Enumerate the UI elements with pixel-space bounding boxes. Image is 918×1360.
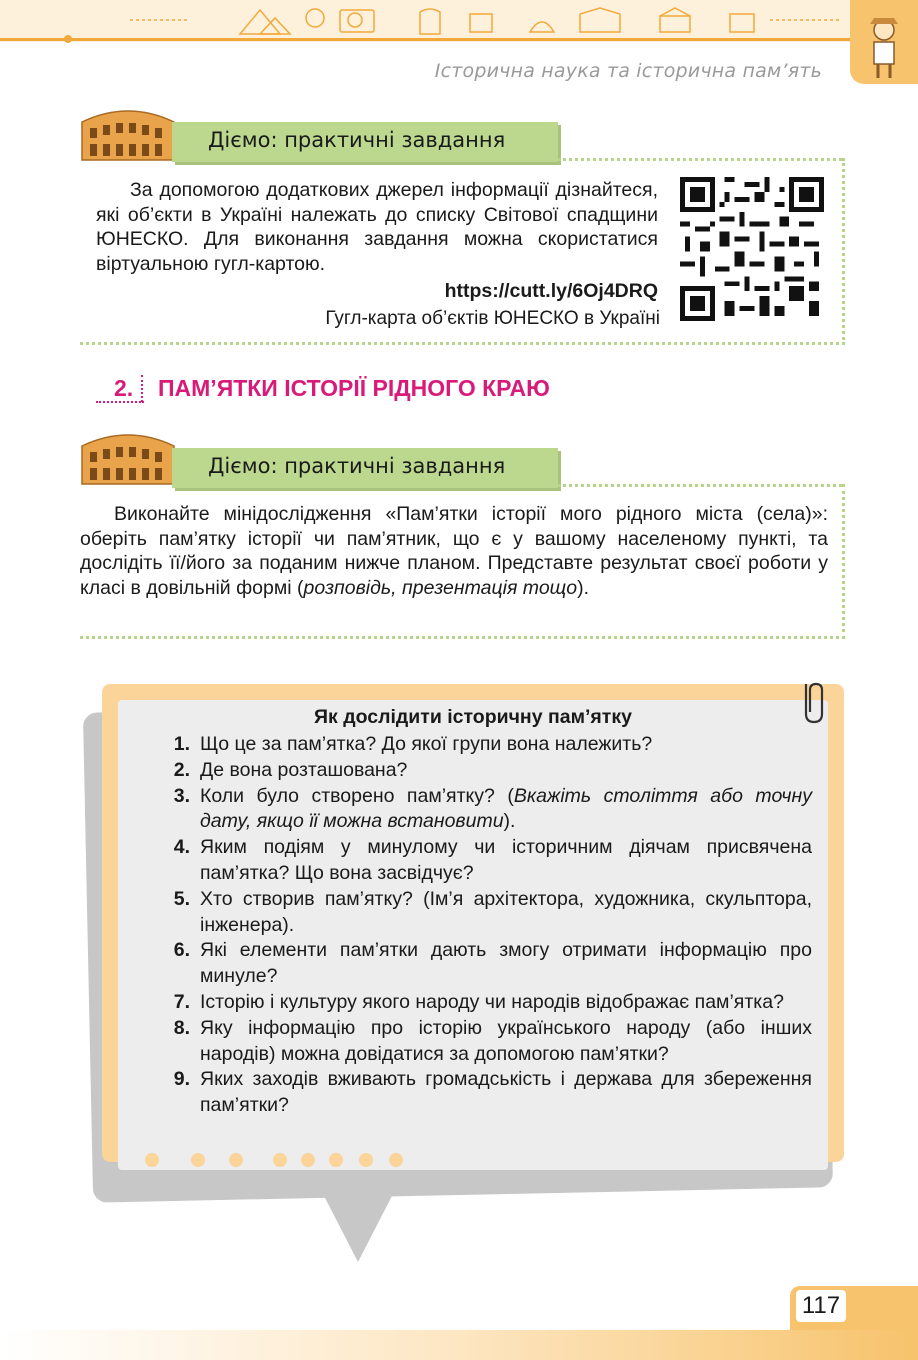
task-2-text: Виконайте мінідослідження «Пам’ятки історії мого рідного міста (села)»: оберіть пам’ятку історії чи пам’ятник, що є у вашому населеному пункті, та дослідіть її/його за поданим нижче планом. Представте результат своєї роботи у класі в довільній формі ( xyxy=(80,503,828,599)
card-pointer xyxy=(322,1192,394,1262)
qr-code-icon[interactable] xyxy=(680,177,824,321)
item-number: 5. xyxy=(173,887,190,910)
footer-band xyxy=(0,1330,918,1360)
section-title: ПАМ’ЯТКИ ІСТОРІЇ РІДНОГО КРАЮ xyxy=(158,375,550,401)
list-item xyxy=(160,758,812,784)
item-text: Які елементи пам’ятки дають змогу отримати інформацію про минуле? xyxy=(200,939,812,988)
item-number: 1. xyxy=(173,733,190,755)
colosseum-icon xyxy=(78,100,178,164)
task-header-label: Діємо: практичні завдання xyxy=(208,454,506,478)
item-text: Яких заходів вживають громадськість і держава для збереження пам’ятки? xyxy=(200,1068,812,1117)
list-item xyxy=(160,938,812,990)
explorer-badge xyxy=(850,0,918,84)
item-text: Коли було створено пам’ятку? ( xyxy=(200,784,514,807)
item-text: Де вона розташована? xyxy=(200,758,408,781)
item-italic: Вкажіть століття або точну дату, якщо її можна встановити xyxy=(200,784,812,833)
task-header-2 xyxy=(172,448,558,488)
task-header-1 xyxy=(172,122,558,162)
paper-holes-decoration xyxy=(140,1148,420,1172)
task-2-italic: розповідь, презентація тощо xyxy=(303,576,578,599)
running-head: Історична наука та історична пам’ять xyxy=(434,60,822,82)
item-text: Яким подіям у минулому чи історичним діячам присвячена пам’ятка? Що вона засвідчує? xyxy=(200,836,812,884)
list-item xyxy=(160,784,812,836)
research-steps-list xyxy=(160,732,812,1119)
item-number: 3. xyxy=(173,784,190,807)
item-number: 2. xyxy=(173,758,190,781)
explorer-icon xyxy=(850,0,918,84)
history-icons-strip xyxy=(130,4,840,36)
qr-caption: Гугл-карта об’єктів ЮНЕСКО в Україні xyxy=(325,308,660,329)
item-text: Що це за пам’ятка? До якої групи вона належить? xyxy=(200,733,653,755)
list-item xyxy=(160,887,812,939)
qr-link[interactable]: https://cutt.ly/6Oj4DRQ xyxy=(444,280,658,302)
list-item xyxy=(160,1067,812,1119)
task-header-label: Діємо: практичні завдання xyxy=(208,128,506,152)
list-item xyxy=(160,1016,812,1068)
colosseum-icon xyxy=(78,424,178,488)
item-tail: ). xyxy=(503,810,516,833)
item-number: 6. xyxy=(173,939,190,962)
item-text: Історію і культуру якого народу чи народів відображає пам’ятка? xyxy=(200,990,784,1013)
card-title: Як дослідити історичну пам’ятку xyxy=(314,706,632,728)
list-item xyxy=(160,990,812,1016)
list-item xyxy=(160,835,812,887)
task-1-paragraph: За допомогою додаткових джерел інформації дізнайтеся, які об’єкти в Україні належать до списку Світової спадщини ЮНЕСКО. Для виконання завдання можна скористатися віртуальною гугл-картою. xyxy=(96,179,658,275)
item-number: 7. xyxy=(173,990,190,1013)
item-text: Хто створив пам’ятку? (Ім’я архітектора, художника, скульптора, інженера). xyxy=(200,887,812,936)
item-number: 4. xyxy=(173,836,190,859)
task-2-paragraph xyxy=(80,502,828,600)
task-2-end: ). xyxy=(577,576,590,599)
header-rule xyxy=(0,38,850,41)
item-text: Яку інформацію про історію українського народу (або інших народів) можна довідатися за допомогою пам’ятки? xyxy=(200,1016,812,1065)
list-item xyxy=(160,732,812,758)
item-number: 8. xyxy=(173,1016,190,1039)
page-number: 117 xyxy=(796,1290,846,1322)
header-rule-dot xyxy=(64,35,72,43)
section-underline xyxy=(96,401,144,403)
section-number: 2. xyxy=(114,375,143,402)
item-number: 9. xyxy=(173,1068,190,1091)
